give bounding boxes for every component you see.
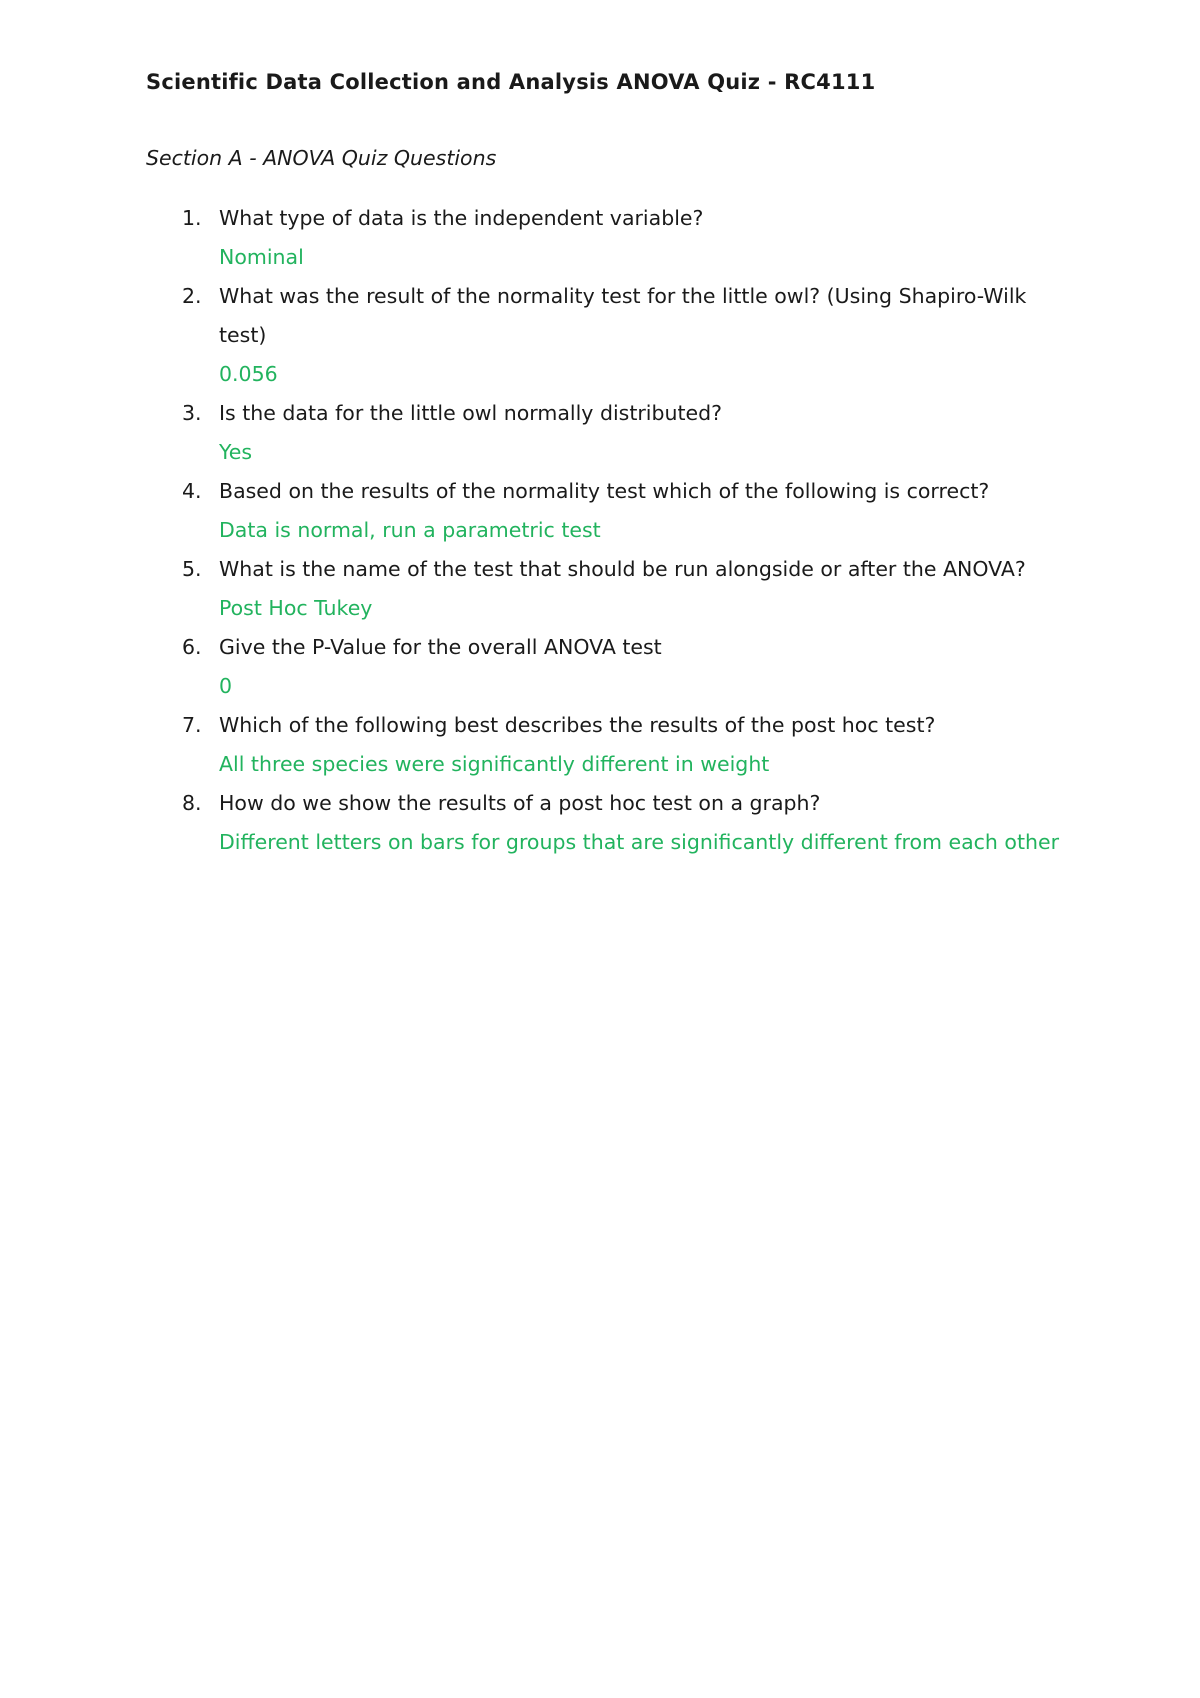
answer-text: Nominal — [219, 245, 304, 269]
answer-text: Data is normal, run a parametric test — [219, 518, 601, 542]
answer-text: Yes — [219, 440, 253, 464]
quiz-item-6 — [146, 628, 1066, 706]
answer-text: Post Hoc Tukey — [219, 596, 373, 620]
question-text: Based on the results of the normality test which of the following is correct? — [219, 479, 990, 503]
question-text: What type of data is the independent variable? — [219, 206, 704, 230]
question-number: 1. — [182, 206, 202, 230]
question-text: Give the P-Value for the overall ANOVA test — [219, 635, 662, 659]
quiz-item-3 — [146, 394, 1066, 472]
question-number: 7. — [182, 713, 202, 737]
question-text: How do we show the results of a post hoc test on a graph? — [219, 791, 821, 815]
quiz-item-4 — [146, 472, 1066, 550]
question-text: Which of the following best describes the results of the post hoc test? — [219, 713, 936, 737]
answer-text: 0.056 — [219, 362, 278, 386]
quiz-item-2 — [146, 277, 1066, 394]
quiz-item-5 — [146, 550, 1066, 628]
question-text: Is the data for the little owl normally distributed? — [219, 401, 723, 425]
quiz-item-8 — [146, 784, 1066, 862]
question-number: 3. — [182, 401, 202, 425]
answer-text: Different letters on bars for groups that are significantly different from each other — [219, 830, 1060, 854]
question-number: 8. — [182, 791, 202, 815]
question-number: 4. — [182, 479, 202, 503]
section-heading: Section A - ANOVA Quiz Questions — [146, 146, 497, 170]
question-number: 6. — [182, 635, 202, 659]
question-number: 5. — [182, 557, 202, 581]
quiz-question-list — [146, 199, 1066, 862]
answer-text: All three species were significantly different in weight — [219, 752, 770, 776]
question-text: What was the result of the normality test for the little owl? (Using Shapiro-Wilk test) — [219, 284, 1027, 347]
question-number: 2. — [182, 284, 202, 308]
quiz-item-1 — [146, 199, 1066, 277]
quiz-item-7 — [146, 706, 1066, 784]
answer-text: 0 — [219, 674, 233, 698]
document-title: Scientific Data Collection and Analysis ANOVA Quiz - RC4111 — [146, 70, 876, 94]
question-text: What is the name of the test that should be run alongside or after the ANOVA? — [219, 557, 1026, 581]
